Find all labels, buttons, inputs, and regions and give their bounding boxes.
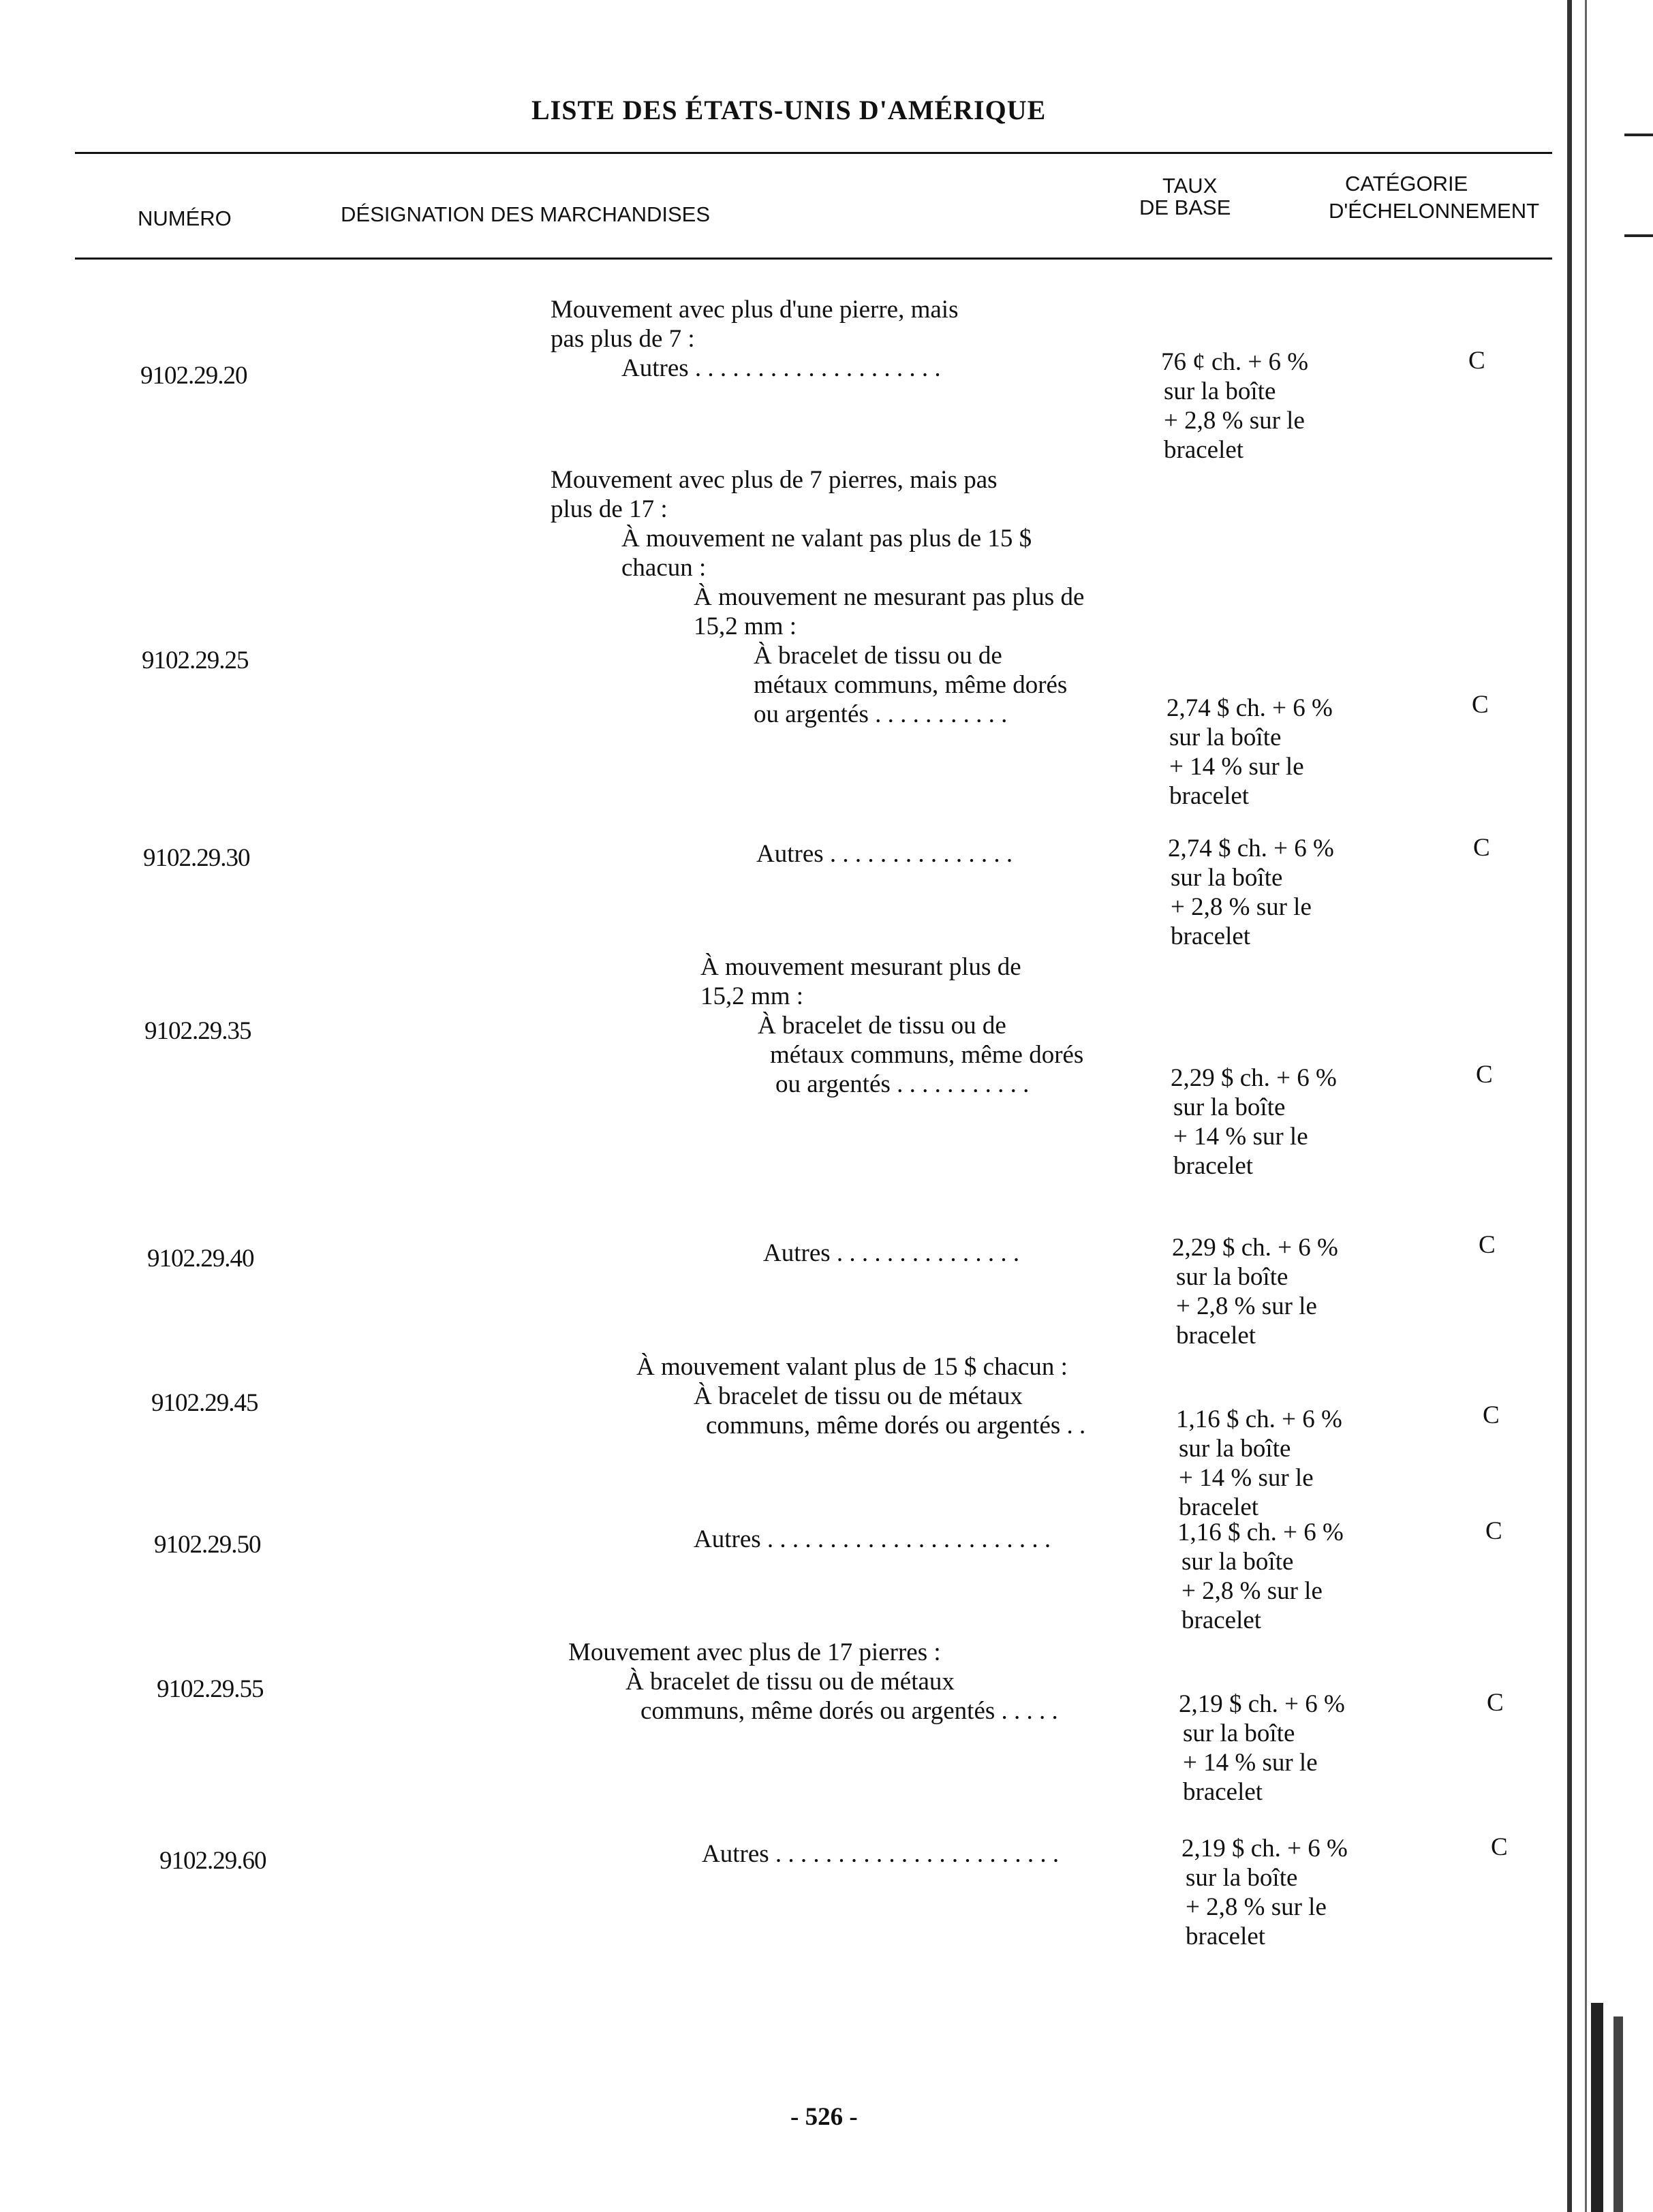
desc-line: À bracelet de tissu ou de métaux: [694, 1382, 1023, 1410]
section-heading: pas plus de 7 :: [551, 325, 695, 353]
section-heading: À mouvement ne mesurant pas plus de: [694, 583, 1085, 611]
rate-line: bracelet: [1164, 436, 1244, 464]
header-taux-line2: DE BASE: [1139, 196, 1231, 219]
rate-line: bracelet: [1171, 922, 1251, 950]
desc-line: À bracelet de tissu ou de métaux: [625, 1668, 955, 1696]
rate-line: 76 ¢ ch. + 6 %: [1161, 348, 1309, 376]
header-taux-line1: TAUX: [1162, 174, 1218, 198]
desc-line: Autres . . . . . . . . . . . . . . . . . . . .: [621, 354, 941, 382]
rate-line: 2,29 $ ch. + 6 %: [1171, 1064, 1337, 1092]
rate-line: + 14 % sur le: [1179, 1464, 1314, 1492]
rate-line: 1,16 $ ch. + 6 %: [1176, 1405, 1342, 1433]
header-top-rule: [75, 152, 1552, 154]
rate-line: + 14 % sur le: [1169, 753, 1304, 781]
rate-line: bracelet: [1169, 782, 1250, 810]
rate-line: sur la boîte: [1169, 723, 1282, 751]
desc-line: Autres . . . . . . . . . . . . . . .: [756, 840, 1013, 868]
margin-mark: [1624, 134, 1653, 136]
desc-line: communs, même dorés ou argentés . . . . .: [640, 1697, 1058, 1725]
category-code: C: [1487, 1689, 1504, 1717]
rate-line: + 2,8 % sur le: [1181, 1577, 1323, 1605]
rate-line: 2,19 $ ch. + 6 %: [1179, 1690, 1345, 1718]
section-heading: Mouvement avec plus de 17 pierres :: [568, 1638, 941, 1666]
rate-line: sur la boîte: [1164, 377, 1276, 405]
rate-line: sur la boîte: [1171, 864, 1283, 892]
tariff-number: 9102.29.50: [154, 1531, 261, 1559]
desc-line: métaux communs, même dorés: [770, 1041, 1084, 1069]
section-heading: À mouvement ne valant pas plus de 15 $: [621, 525, 1032, 552]
page-binding-edge: [1567, 0, 1572, 2212]
rate-line: sur la boîte: [1183, 1719, 1295, 1747]
tariff-number: 9102.29.55: [157, 1675, 264, 1703]
desc-line: ou argentés . . . . . . . . . . .: [754, 700, 1008, 728]
category-code: C: [1483, 1401, 1500, 1429]
tariff-number: 9102.29.20: [140, 362, 247, 390]
section-heading: 15,2 mm :: [694, 612, 797, 640]
rate-line: bracelet: [1186, 1922, 1266, 1950]
desc-line: communs, même dorés ou argentés . .: [706, 1412, 1086, 1439]
tariff-number: 9102.29.45: [151, 1389, 258, 1417]
rate-line: sur la boîte: [1173, 1093, 1286, 1121]
header-categorie-line1: CATÉGORIE: [1345, 172, 1468, 196]
page-binding-edge: [1613, 2016, 1623, 2212]
page-title: LISTE DES ÉTATS-UNIS D'AMÉRIQUE: [531, 95, 1047, 125]
page-binding-edge: [1585, 0, 1587, 2212]
section-heading: plus de 17 :: [551, 495, 668, 523]
rate-line: sur la boîte: [1176, 1263, 1288, 1291]
rate-line: + 14 % sur le: [1183, 1749, 1318, 1777]
category-code: C: [1479, 1231, 1496, 1259]
category-code: C: [1468, 347, 1485, 375]
desc-line: À bracelet de tissu ou de: [754, 642, 1002, 670]
rate-line: sur la boîte: [1186, 1864, 1298, 1892]
header-designation: DÉSIGNATION DES MARCHANDISES: [341, 202, 711, 226]
tariff-number: 9102.29.25: [142, 647, 249, 674]
header-categorie-line2: D'ÉCHELONNEMENT: [1329, 199, 1540, 223]
rate-line: bracelet: [1183, 1778, 1263, 1806]
rate-line: 2,19 $ ch. + 6 %: [1181, 1835, 1348, 1863]
desc-line: Autres . . . . . . . . . . . . . . . . . . . . . . .: [702, 1840, 1060, 1868]
rate-line: + 2,8 % sur le: [1164, 407, 1305, 435]
page-binding-edge: [1591, 2003, 1603, 2212]
desc-line: métaux communs, même dorés: [754, 671, 1068, 699]
rate-line: bracelet: [1173, 1152, 1254, 1180]
header-numero: NUMÉRO: [138, 206, 232, 230]
section-heading: Mouvement avec plus de 7 pierres, mais pas: [551, 466, 998, 494]
rate-line: bracelet: [1179, 1493, 1259, 1521]
category-code: C: [1491, 1833, 1508, 1861]
rate-line: 2,74 $ ch. + 6 %: [1167, 694, 1333, 722]
rate-line: bracelet: [1181, 1606, 1262, 1634]
rate-line: 2,29 $ ch. + 6 %: [1172, 1234, 1338, 1262]
margin-mark: [1624, 234, 1653, 237]
rate-line: bracelet: [1176, 1322, 1256, 1350]
rate-line: sur la boîte: [1181, 1548, 1294, 1576]
desc-line: Autres . . . . . . . . . . . . . . . . . . . . . . .: [694, 1525, 1051, 1553]
tariff-number: 9102.29.60: [159, 1847, 266, 1875]
tariff-number: 9102.29.30: [143, 844, 250, 872]
section-heading: chacun :: [621, 554, 707, 582]
tariff-number: 9102.29.40: [147, 1245, 254, 1273]
category-code: C: [1472, 691, 1489, 719]
desc-line: À bracelet de tissu ou de: [758, 1012, 1006, 1040]
desc-line: ou argentés . . . . . . . . . . .: [775, 1070, 1030, 1098]
rate-line: + 14 % sur le: [1173, 1123, 1308, 1151]
rate-line: 1,16 $ ch. + 6 %: [1177, 1518, 1344, 1546]
category-code: C: [1476, 1061, 1493, 1089]
tariff-number: 9102.29.35: [144, 1017, 251, 1045]
section-heading: À mouvement mesurant plus de: [700, 953, 1021, 981]
desc-line: Autres . . . . . . . . . . . . . . .: [763, 1239, 1020, 1267]
rate-line: + 2,8 % sur le: [1176, 1292, 1317, 1320]
rate-line: sur la boîte: [1179, 1435, 1291, 1463]
rate-line: + 2,8 % sur le: [1171, 893, 1312, 921]
section-heading: Mouvement avec plus d'une pierre, mais: [551, 296, 959, 324]
page-number: - 526 -: [790, 2103, 858, 2131]
header-bottom-rule: [75, 258, 1552, 260]
rate-line: 2,74 $ ch. + 6 %: [1168, 835, 1334, 862]
section-heading: 15,2 mm :: [700, 982, 804, 1010]
section-heading: À mouvement valant plus de 15 $ chacun :: [636, 1353, 1068, 1381]
rate-line: + 2,8 % sur le: [1186, 1893, 1327, 1921]
category-code: C: [1485, 1517, 1502, 1545]
category-code: C: [1473, 834, 1490, 862]
